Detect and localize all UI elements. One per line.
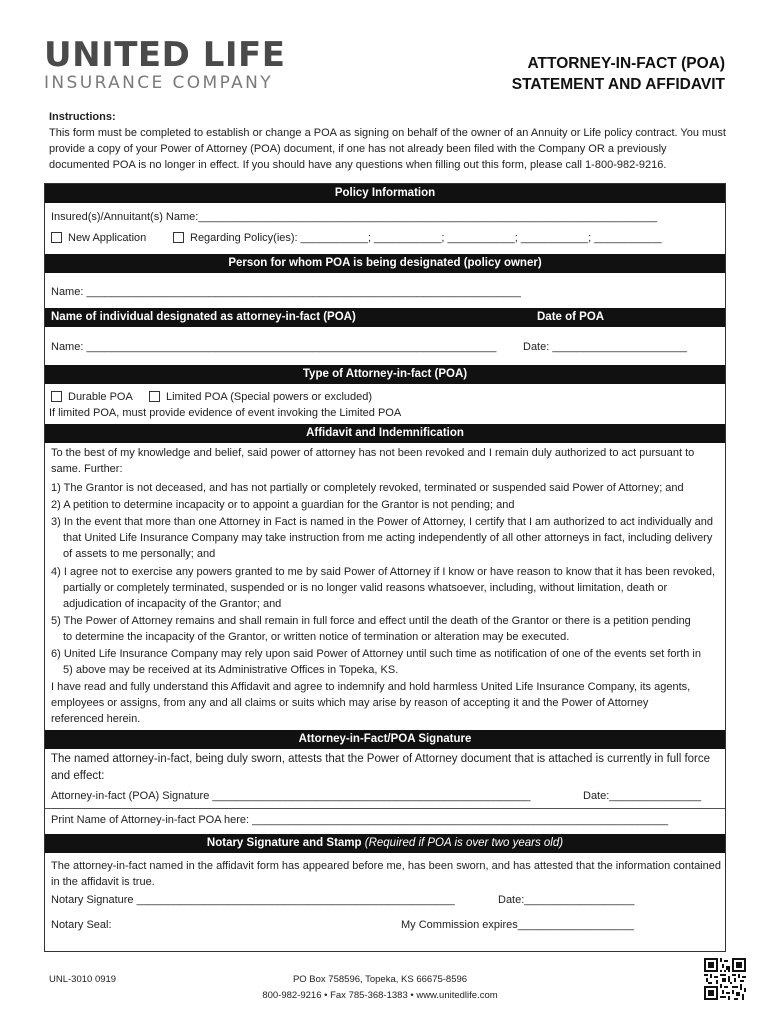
- notary-header-title: Notary Signature and Stamp: [206, 837, 362, 849]
- policy-owner-header: Person for whom POA is being designated (policy owner): [45, 254, 725, 273]
- signature-statement: The named attorney-in-fact, being duly sworn, attests that the Power of Attorney document that is attached is currently in full force and effect:: [51, 753, 711, 782]
- signature-date-field[interactable]: Date:_______________: [583, 790, 702, 802]
- affidavit-header: Affidavit and Indemnification: [45, 424, 725, 443]
- form-body: [44, 183, 726, 952]
- instructions-text: This form must be completed to establish or change a POA as signing on behalf of the owner of an Annuity or Life policy contract. You must provide a copy of your Power of Attorney (POA) document, if one has not already been filed with the Company OR a previously documented POA is no longer in effect. If you should have any questions when filling out this form, please call 1-800-982-9216.: [49, 127, 726, 171]
- signature-divider: [45, 808, 725, 809]
- poa-signature-field[interactable]: Attorney-in-fact (POA) Signature ____________________________________________________: [51, 790, 531, 802]
- new-application-label: New Application: [68, 232, 147, 244]
- logo-line-1: UNITED LIFE: [44, 35, 286, 75]
- commission-expires-field[interactable]: My Commission expires___________________: [401, 919, 634, 931]
- notary-header: [45, 834, 725, 853]
- affidavit-item-6: 6) United Life Insurance Company may rely upon said Power of Attorney until such time as notification of one of the events set forth in 5) above may be received at its Administrative Offices in Topeka, KS.: [51, 648, 701, 676]
- insured-name-field[interactable]: Insured(s)/Annuitant(s) Name:___________________________________________________________________________: [51, 211, 658, 223]
- limited-poa-note: If limited POA, must provide evidence of event invoking the Limited POA: [49, 407, 402, 419]
- affidavit-item-5: 5) The Power of Attorney remains and shall remain in full force and effect until the death of the Grantor or there is a petition pending to determine the incapacity of the Grantor, or written notice of termination or alteration may be executed.: [51, 615, 691, 643]
- form-title: [512, 53, 725, 95]
- limited-poa-checkbox[interactable]: [149, 391, 160, 402]
- instructions: [49, 109, 729, 173]
- designee-header: [45, 308, 725, 327]
- footer-contact: 800-982-9216 • Fax 785-368-1383 • www.unitedlife.com: [262, 990, 498, 1001]
- notary-seal-label: Notary Seal:: [51, 919, 112, 931]
- regarding-policies-checkbox[interactable]: [173, 232, 184, 243]
- regarding-policies-field[interactable]: Regarding Policy(ies): ___________; ___________; ___________; ___________; ___________: [190, 232, 662, 244]
- instructions-heading: Instructions:: [49, 111, 116, 123]
- notary-header-note: (Required if POA is over two years old): [364, 837, 564, 849]
- form-title-line-2: STATEMENT AND AFFIDAVIT: [511, 76, 725, 93]
- owner-name-field[interactable]: Name: _______________________________________________________________________: [51, 286, 521, 298]
- footer-address: PO Box 758596, Topeka, KS 66675-8596: [292, 974, 468, 985]
- qr-code-icon: [704, 958, 746, 1000]
- durable-poa-label: Durable POA: [68, 391, 133, 403]
- affidavit-intro: To the best of my knowledge and belief, said power of attorney has not been revoked and I remain duly authorized to act pursuant to same. Further:: [51, 447, 695, 475]
- policy-information-header: Policy Information: [45, 184, 725, 203]
- new-application-checkbox[interactable]: [51, 232, 62, 243]
- affidavit-closing: I have read and fully understand this Affidavit and agree to indemnify and hold harmless United Life Insurance Company, its agents, employees or assigns, from any and all claims or suits which may arise by reason of accepting it and the Power of Attorney referenced herein.: [51, 681, 691, 725]
- notary-date-field[interactable]: Date:__________________: [498, 894, 635, 906]
- poa-type-header: Type of Attorney-in-fact (POA): [45, 365, 725, 384]
- limited-poa-label: Limited POA (Special powers or excluded): [166, 391, 373, 403]
- poa-date-field[interactable]: Date: ______________________: [523, 341, 687, 353]
- notary-signature-field[interactable]: Notary Signature ____________________________________________________: [51, 894, 455, 906]
- notary-statement: The attorney-in-fact named in the affidavit form has appeared before me, has been sworn, and has attested that the information contained in the affidavit is true.: [51, 860, 721, 888]
- company-logo: [44, 35, 294, 93]
- designee-header-right: Date of POA: [537, 311, 605, 323]
- designee-name-field[interactable]: Name: ___________________________________________________________________: [51, 341, 497, 353]
- affidavit-item-4: 4) I agree not to exercise any powers granted to me by said Power of Attorney if I know or have reason to know that it has been revoked, partially or completely terminated, suspended or is no longer valid reasons whatsoever, including, without limitation, death or adjudication of incapacity of the Grantor; and: [51, 566, 716, 610]
- print-name-field[interactable]: Print Name of Attorney-in-fact POA here: ____________________________________________________________________: [51, 814, 669, 826]
- durable-poa-checkbox[interactable]: [51, 391, 62, 402]
- logo-line-2: INSURANCE COMPANY: [44, 73, 274, 93]
- affidavit-item-2: 2) A petition to determine incapacity or to appoint a guardian for the Grantor is not pending; and: [51, 499, 515, 511]
- form-title-line-1: ATTORNEY-IN-FACT (POA): [527, 55, 725, 72]
- affidavit-item-3: 3) In the event that more than one Attorney in Fact is named in the Power of Attorney, I certify that I am authorized to act individually and that United Life Insurance Company may take instruction from me acting independently of all other attorneys in fact, including delivery of assets to me personally; and: [51, 516, 713, 560]
- limited-poa-option[interactable]: [149, 389, 372, 405]
- designee-header-left: Name of individual designated as attorney-in-fact (POA): [51, 311, 356, 323]
- regarding-policies-option[interactable]: [173, 230, 662, 246]
- form-code: UNL-3010 0919: [49, 974, 117, 985]
- durable-poa-option[interactable]: [51, 389, 133, 405]
- signature-header: Attorney-in-Fact/POA Signature: [45, 730, 725, 749]
- affidavit-item-1: 1) The Grantor is not deceased, and has not partially or completely revoked, terminated or suspended said Power of Attorney; and: [51, 482, 684, 494]
- new-application-option[interactable]: [51, 230, 146, 246]
